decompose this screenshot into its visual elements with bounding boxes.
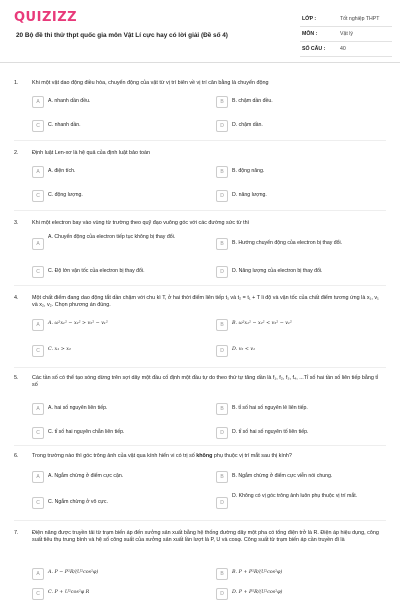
option-text: D. Năng lượng của electron bị thay đổi. <box>232 268 323 274</box>
option-text: C. P + U²cos²φ R <box>48 590 90 595</box>
option-text: A. nhanh dần đều. <box>48 98 91 104</box>
option-d[interactable] <box>216 120 376 132</box>
option-letter: D <box>216 497 228 509</box>
option-text: A. Ngắm chừng ở điểm cực cận. <box>48 473 124 479</box>
option-text: A. P − P²R/(U²cos²φ) <box>48 570 99 575</box>
option-letter: C <box>32 497 44 509</box>
option-text: B. P + P²R/(U²cos²φ) <box>232 570 283 575</box>
option-letter: A <box>32 166 44 178</box>
option-letter: D <box>216 588 228 600</box>
question-number: 7. <box>14 530 19 536</box>
option-a[interactable] <box>32 403 192 415</box>
option-text: D. v₂ < v₁ <box>232 347 256 352</box>
option-letter: A <box>32 96 44 108</box>
option-d[interactable] <box>216 190 376 202</box>
question-number: 2. <box>14 150 19 156</box>
option-b[interactable] <box>216 238 376 250</box>
option-b[interactable] <box>216 403 376 415</box>
option-c[interactable] <box>32 588 192 600</box>
option-letter: B <box>216 471 228 483</box>
option-letter: C <box>32 120 44 132</box>
option-letter: D <box>216 190 228 202</box>
option-text: D. P + P²R/(U²cos²φ) <box>232 590 283 595</box>
meta-label: SỐ CÂU : <box>302 46 326 52</box>
option-letter: C <box>32 427 44 439</box>
emphasis-text: không <box>196 453 213 459</box>
option-letter: B <box>216 568 228 580</box>
option-text: C. Ngắm chừng ở vô cực. <box>48 499 108 505</box>
meta-label: LỚP : <box>302 16 317 22</box>
option-c[interactable] <box>32 497 192 509</box>
question-number: 4. <box>14 295 19 301</box>
question-text: Khi một electron bay vào vùng từ trường theo quỹ đạo vuông góc với các đường sức từ thì <box>32 220 250 226</box>
option-d[interactable] <box>216 588 376 600</box>
question-number: 3. <box>14 220 19 226</box>
option-d[interactable] <box>216 493 376 513</box>
option-c[interactable] <box>32 345 192 357</box>
divider <box>14 367 386 368</box>
option-letter: C <box>32 266 44 278</box>
page-title: 20 Bộ đề thi thử thpt quốc gia môn Vật Lí cực hay có lời giải (Đề số 4) <box>16 32 228 39</box>
option-b[interactable] <box>216 166 376 178</box>
option-d[interactable] <box>216 427 376 439</box>
option-letter: B <box>216 238 228 250</box>
option-c[interactable] <box>32 120 192 132</box>
option-letter: B <box>216 166 228 178</box>
option-b[interactable] <box>216 471 376 483</box>
option-text: C. tỉ số hai nguyên chẵn liên tiếp. <box>48 429 125 435</box>
question-text: Điện năng được truyền tải từ trạm biến áp đến xưởng sản xuất bằng hệ thống đường dây một pha có tổng điện trở là R. Điện áp hiệu dụng, công suất tiêu thụ trung bình và hệ số công suất của xưởng sản xuất lần lượt là P, U và cosφ. Công suất từ trạm biến áp cần truyền đi là <box>32 530 379 543</box>
question-text: Trong trường nào thì góc trông ảnh của vật qua kính hiển vi có trị số không phụ thuộc vị trí mắt sau thị kính? <box>32 453 292 459</box>
option-letter: D <box>216 120 228 132</box>
option-letter: B <box>216 403 228 415</box>
option-text: B. Ngắm chừng ở điểm cực viễn nói chung. <box>232 473 333 479</box>
option-text: B. động năng. <box>232 168 265 174</box>
divider <box>14 285 386 286</box>
option-text: D. Không có vị góc trông ảnh luôn phụ thuộc vị trí mắt. <box>232 493 358 499</box>
option-text: D. năng lượng. <box>232 192 267 198</box>
option-text: A. điện tích. <box>48 168 76 174</box>
option-letter: C <box>32 588 44 600</box>
option-text: D. chậm dần. <box>232 122 263 128</box>
option-letter: A <box>32 568 44 580</box>
meta-row-count <box>300 42 392 57</box>
option-letter: A <box>32 319 44 331</box>
option-text: A. Chuyển động của electron tiếp tục không bị thay đổi. <box>48 234 176 240</box>
option-text: D. tỉ số hai số nguyên tố liên tiếp. <box>232 429 309 435</box>
option-a[interactable] <box>32 96 192 108</box>
option-b[interactable] <box>216 319 376 331</box>
option-letter: A <box>32 403 44 415</box>
quizizz-logo: QUIZIZZ <box>14 10 78 25</box>
option-a[interactable] <box>32 166 192 178</box>
question-text: Các tần số có thể tạo sóng dừng trên sợi dây một đầu cố định một đầu tự do theo thứ tự tăng dần là f₁, f₂, f₃, f₄, ...Tỉ số hai tần số liên tiếp bằng tỉ số <box>32 375 379 388</box>
option-letter: B <box>216 319 228 331</box>
option-b[interactable] <box>216 568 376 580</box>
option-a[interactable] <box>32 471 192 483</box>
option-text: B. tỉ số hai số nguyên lẻ liên tiếp. <box>232 405 308 411</box>
option-letter: A <box>32 238 44 250</box>
question-number: 1. <box>14 80 19 86</box>
question-text: Định luật Len-xơ là hệ quả của định luật bảo toàn <box>32 150 151 156</box>
option-letter: A <box>32 471 44 483</box>
option-c[interactable] <box>32 266 192 278</box>
option-text: B. chậm dần đều. <box>232 98 273 104</box>
question-text: Khi một vật dao động điều hòa, chuyển động của vật từ vị trí biên về vị trí cân bằng là chuyển động <box>32 80 269 86</box>
option-a[interactable] <box>32 319 192 331</box>
option-text: C. động lượng. <box>48 192 83 198</box>
option-letter: B <box>216 96 228 108</box>
divider <box>14 445 386 446</box>
divider <box>14 210 386 211</box>
option-letter: D <box>216 345 228 357</box>
meta-value: Tốt nghiệp THPT <box>340 16 380 22</box>
option-letter: C <box>32 190 44 202</box>
meta-value: Vật lý <box>340 31 353 37</box>
option-letter: C <box>32 345 44 357</box>
option-text: C. x₁ > x₂ <box>48 347 71 352</box>
divider <box>14 140 386 141</box>
quiz-header <box>0 0 400 63</box>
meta-row-subject <box>300 27 392 42</box>
option-text: B. ω²x₁² − x₂² < v₂² − v₁² <box>232 321 292 326</box>
quiz-meta <box>300 12 392 57</box>
option-text: A. ω²x₁² − x₂² > v₂² − v₁² <box>48 321 108 326</box>
option-c[interactable] <box>32 427 192 439</box>
meta-value: 40 <box>340 46 346 52</box>
option-c[interactable] <box>32 190 192 202</box>
option-d[interactable] <box>216 266 376 278</box>
option-a[interactable] <box>32 568 192 580</box>
option-letter: D <box>216 427 228 439</box>
option-text: A. hai số nguyên liên tiếp. <box>48 405 108 411</box>
option-text: B. Hướng chuyển động của electron bị thay đổi. <box>232 240 343 246</box>
question-text: Một chất điểm đang dao động tắt dần chậm với chu kì T, ở hai thời điểm liên tiếp t₁ và t₂ = t₁ + T li độ và vận tốc của chất điểm tương ứng là x₁, v₁ và x₂, v₂. Chọn phương án đúng. <box>32 295 379 308</box>
option-text: C. nhanh dần. <box>48 122 81 128</box>
option-a[interactable] <box>32 234 192 254</box>
divider <box>14 520 386 521</box>
option-text: C. Độ lớn vận tốc của electron bị thay đổi. <box>48 268 145 274</box>
option-b[interactable] <box>216 96 376 108</box>
question-number: 5. <box>14 375 19 381</box>
option-d[interactable] <box>216 345 376 357</box>
option-letter: D <box>216 266 228 278</box>
meta-row-class <box>300 12 392 27</box>
meta-label: MÔN : <box>302 31 318 37</box>
question-number: 6. <box>14 453 19 459</box>
